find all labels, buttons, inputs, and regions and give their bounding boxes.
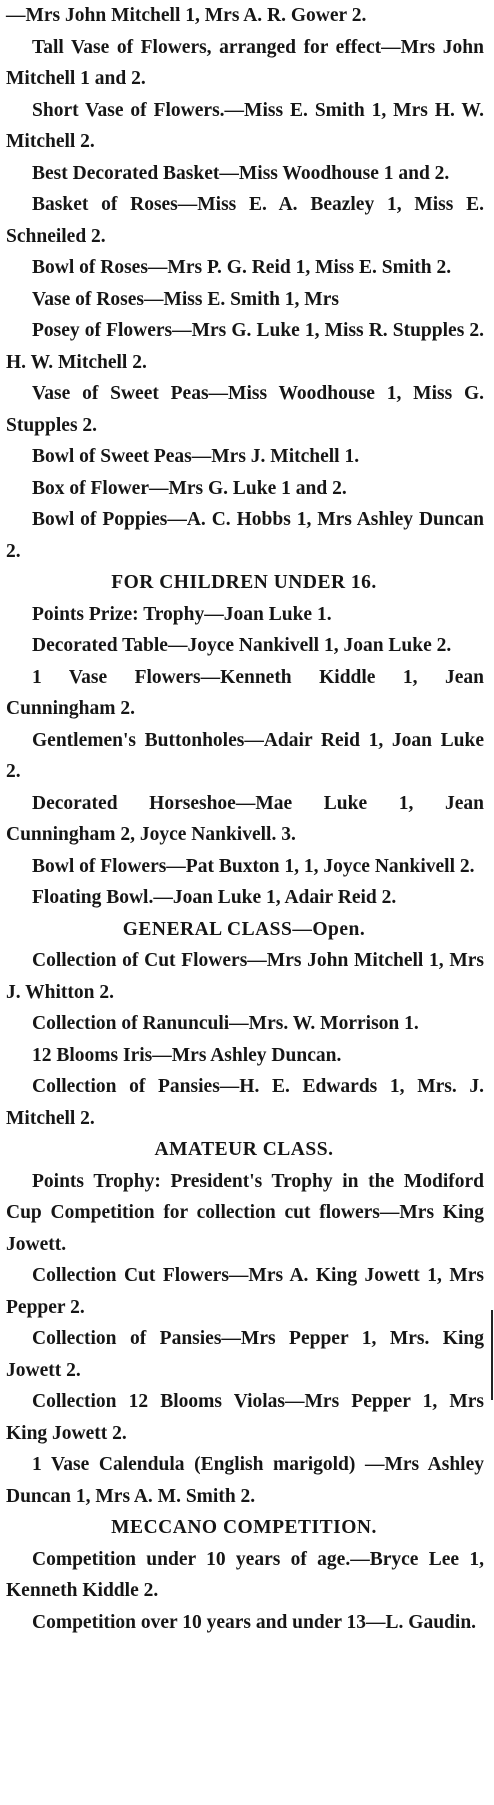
result-line: Best Decorated Basket—Miss Woodhouse 1 and 2. [32,162,450,184]
result-line: Short Vase of Flowers.—Miss E. Smith 1, Mrs H. W. Mitchell 2. [6,99,484,152]
result-line: Competition under 10 years of age.—Bryce Lee 1, Kenneth Kiddle 2. [6,1548,484,1601]
result-line: Bowl of Flowers—Pat Buxton 1, 1, Joyce Nankivell 2. [32,855,475,877]
result-line: Decorated Table—Joyce Nankivell 1, Joan Luke 2. [32,635,452,656]
section-heading: MECCANO COMPETITION. [111,1517,377,1538]
result-line: 1 Vase Flowers—Kenneth Kiddle 1, Jean Cunningham 2. [6,666,484,719]
result-line: Bowl of Sweet Peas—Mrs J. Mitchell 1. [32,446,360,467]
section-heading: FOR CHILDREN UNDER 16. [111,572,377,593]
section-heading: GENERAL CLASS—Open. [122,918,366,940]
result-line: Competition over 10 years and under 13—L. Gaudin. [32,1611,477,1633]
result-line: Collection of Pansies—H. E. Edwards 1, Mrs. J. Mitchell 2. [6,1076,484,1129]
result-line: Gentlemen's Buttonholes—Adair Reid 1, Joan Luke 2. [6,729,484,782]
result-line: Bowl of Poppies—A. C. Hobbs 1, Mrs Ashley Duncan 2. [6,509,484,562]
result-line: Collection Cut Flowers—Mrs A. King Jowett 1, Mrs Pepper 2. [6,1265,484,1318]
result-line: Floating Bowl.—Joan Luke 1, Adair Reid 2. [32,887,397,908]
result-line: 12 Blooms Iris—Mrs Ashley Duncan. [32,1044,342,1066]
result-line: —Mrs John Mitchell 1, Mrs A. R. Gower 2. [6,5,367,26]
result-line: Tall Vase of Flowers, arranged for effect—Mrs John Mitchell 1 and 2. [6,36,484,89]
result-line: Vase of Sweet Peas—Miss Woodhouse 1, Miss G. Stupples 2. [6,383,484,436]
result-line: Vase of Roses—Miss E. Smith 1, Mrs [32,288,339,310]
result-line: 1 Vase Calendula (English marigold) —Mrs Ashley Duncan 1, Mrs A. M. Smith 2. [6,1454,484,1507]
result-line: Posey of Flowers—Mrs G. Luke 1, Miss R. Stupples 2. H. W. Mitchell 2. [6,320,484,373]
result-line: Collection of Ranunculi—Mrs. W. Morrison 1. [32,1013,419,1034]
result-line: Points Prize: Trophy—Joan Luke 1. [32,603,332,625]
column-divider [491,1310,493,1400]
result-line: Basket of Roses—Miss E. A. Beazley 1, Miss E. Schneiled 2. [6,194,484,247]
result-line: Collection 12 Blooms Violas—Mrs Pepper 1, Mrs King Jowett 2. [6,1391,484,1444]
result-line: Collection of Pansies—Mrs Pepper 1, Mrs. King Jowett 2. [6,1328,484,1381]
section-heading: AMATEUR CLASS. [154,1139,334,1160]
result-line: Decorated Horseshoe—Mae Luke 1, Jean Cunningham 2, Joyce Nankivell. 3. [6,792,484,845]
result-line: Points Trophy: President's Trophy in the Modiford Cup Competition for collection cut flowers—Mrs King Jowett. [6,1170,484,1255]
result-line: Collection of Cut Flowers—Mrs John Mitchell 1, Mrs J. Whitton 2. [6,950,484,1003]
result-line: Box of Flower—Mrs G. Luke 1 and 2. [32,477,347,499]
result-line: Bowl of Roses—Mrs P. G. Reid 1, Miss E. Smith 2. [32,257,452,278]
